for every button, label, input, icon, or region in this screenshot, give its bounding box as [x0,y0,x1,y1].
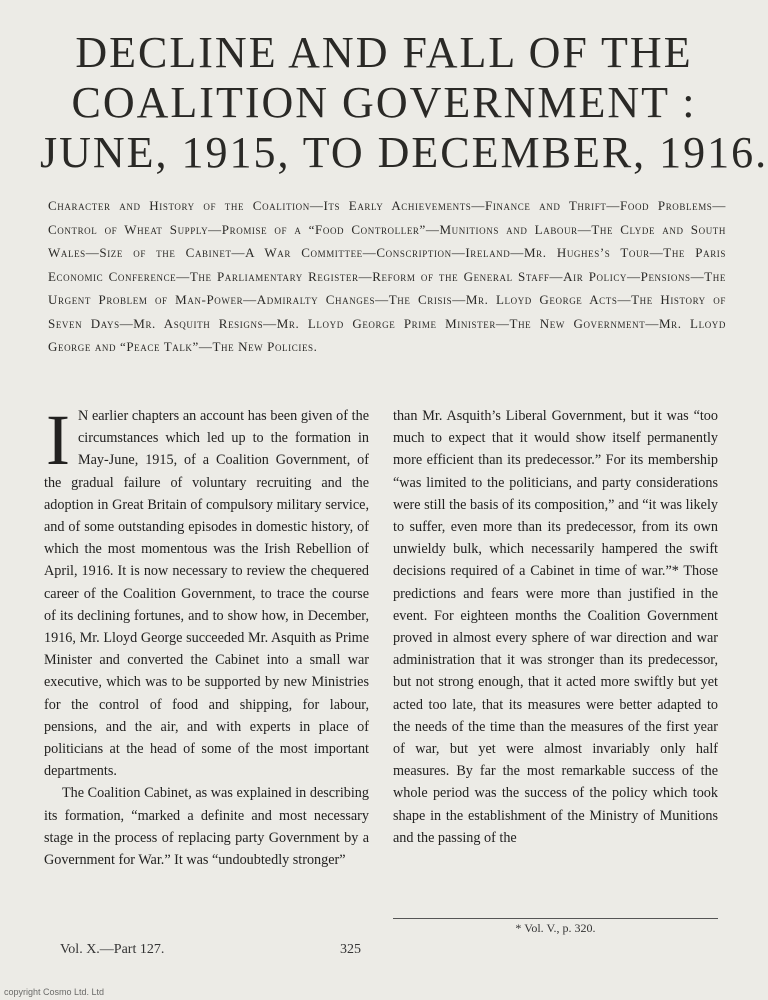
chapter-summary: Character and History of the Coalition—Its Early Achievements—Finance and Thrift—Food Problems—Control of Wheat Supply—Promise of a “Food Controller”—Munitions and Labour—The Clyde and South Wales—Size of the Cabinet—A War Committee—Conscription—Ireland—Mr. Hughes’s Tour—The Paris Economic Conference—The Parliamentary Register—Reform of the General Staff—Air Policy—Pensions—The Urgent Problem of Man-Power—Admiralty Changes—The Crisis—Mr. Lloyd George Acts—The History of Seven Days—Mr. Asquith Resigns—Mr. Lloyd George Prime Minister—The New Government—Mr. Lloyd George and “Peace Talk”—The New Policies. [48,198,726,354]
volume-part-label: Vol. X.—Part 127. [60,942,165,957]
footnote: * Vol. V., p. 320. [393,918,718,936]
title-line-1: DECLINE AND FALL OF THE [75,28,693,77]
right-column [393,405,718,849]
paragraph-2: The Coalition Cabinet, as was explained in describing its formation, “marked a definite and most necessary stage in the process of replacing party Government by a Government for War.” It was “undoubtedly stronger” [44,785,369,869]
title-line-3: JUNE, 1915, TO DECEMBER, 1916. [40,128,768,177]
drop-cap: I [46,400,70,480]
paragraph-1: N earlier chapters an account has been given of the circumstances which led up to the formation in May-June, 1915, of a Coalition Government, of the gradual failure of voluntary recruiting and the adoption in Great Britain of compulsory military service, and of some outstanding episodes in domestic history, of which the most momentous was the Irish Rebellion of April, 1916. It is now necessary to review the chequered career of the Coalition Government, to trace the course of its declining fortunes, and to show how, in December, 1916, Mr. Lloyd George succeeded Mr. Asquith as Prime Minister and converted the Cabinet into a small war executive, which was to be supported by new Ministries for the control of food and shipping, for labour, pensions, and the air, and with experts in place of politicians at the head of some of the most important departments. [44,408,369,780]
title-line-2: COALITION GOVERNMENT : [71,78,697,127]
left-column [44,400,369,871]
page-number: 325 [340,942,361,957]
copyright-notice: copyright Cosmo Ltd. Ltd [4,987,105,997]
paragraph-3: than Mr. Asquith’s Liberal Government, but it was “too much to expect that it would show itself permanently more efficient than its predecessor.” For its membership “was limited to the politicians, and party considerations were still the basis of its composition,” and “it was likely to suffer, even more than its predecessor, from its own unwieldy bulk, which necessarily hampered the swift decisions required of a Cabinet in time of war.”* Those predictions and fears were more than justified in the event. For eighteen months the Coalition Government proved in almost every sphere of war direction and war administration that it was stronger than its predecessor, but not strong enough, that it acted more swiftly but yet acted too late, that its measures were better adapted to the needs of the time than the measures of the first year of war, but yet were almost invariably only half measures. By far the most remarkable success of the whole period was the success of the policy which took shape in the establishment of the Ministry of Munitions and the passing of the [393,408,718,846]
chapter-title [40,28,768,178]
